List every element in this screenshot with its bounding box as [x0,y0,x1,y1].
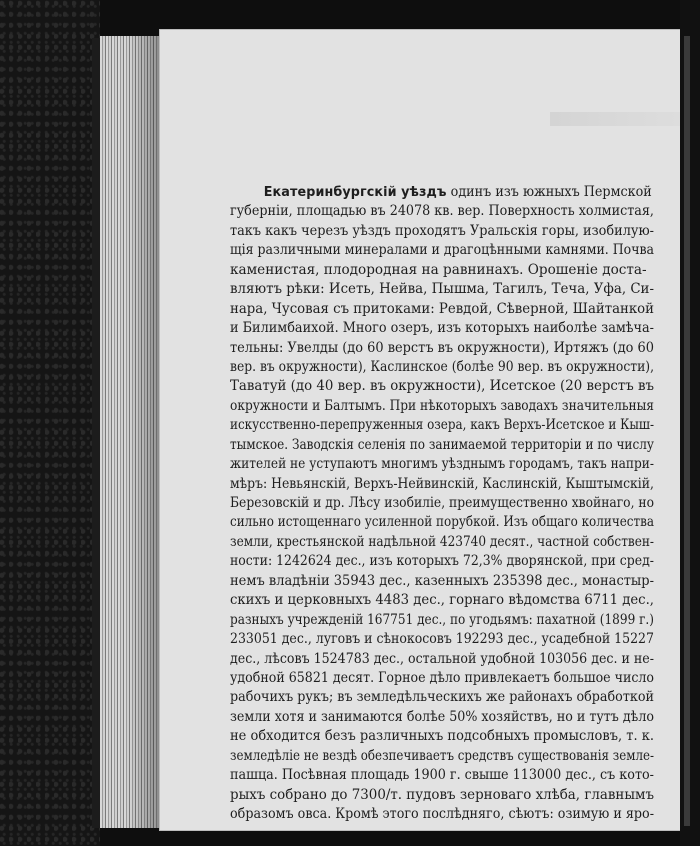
text-line: Березовскій и др. Лѣсу изобиліе, преимущественно хвойнаго, но [230,495,655,511]
body-paragraph [230,183,654,824]
right-scan-bar [684,36,690,826]
right-scan-border [680,0,700,846]
page-stack-shadow [128,36,162,828]
text-line: 233051 дес., луговъ и сѣнокосовъ 192293 дес., усадебной 15227 [230,631,654,648]
text-line: ности: 1242624 дес., изъ которыхъ 72,3% дворянской, при сред- [230,553,655,570]
first-line [230,183,652,202]
text-line: каменистая, плодородная на равнинахъ. Орошеніе доста- [230,261,647,278]
lead-term: Екатеринбургскій уѣздъ [263,184,447,200]
text-line: щія различными минералами и драгоцѣнными камнями. Почва [230,242,655,259]
text-line: рыхъ собрано до 7300/т. пудовъ зерноваго хлѣба, главнымъ [230,786,654,803]
text-line: нара, Чусовая съ притоками: Ревдой, Сѣверной, Шайтанкой [230,300,654,317]
first-line-rest: одинъ изъ южныхъ Пермской [450,184,652,200]
text-line: тымское. Заводскія селенія по занимаемой территоріи и по числу [230,436,654,453]
book-cover-edge [0,0,100,846]
text-line: образомъ овса. Кромѣ этого послѣдняго, сѣютъ: озимую и яро- [230,806,655,822]
text-line: земли хотя и занимаются болѣе 50% хозяйствъ, но и тутъ дѣло [230,708,654,725]
text-line: удобной 65821 десят. Горное дѣло привлекаетъ большое число [230,669,655,686]
text-line: Таватуй (до 40 вер. въ окружности), Исетское (20 верстъ въ [230,378,654,395]
text-line: не обходится безъ различныхъ подсобныхъ промысловъ, т. к. [230,728,654,745]
text-line: тельны: Увелды (до 60 верстъ въ окружности), Иртяжъ (до 60 [230,339,655,356]
text-line: губерніи, площадью въ 24078 кв. вер. Поверхность холмистая, [230,203,654,220]
text-line: рабочихъ рукъ; въ земледѣльческихъ же районахъ обработкой [230,689,654,706]
text-line: вер. въ окружности), Каслинское (болѣе 90 вер. въ окружности), [230,358,655,375]
text-line: разныхъ учрежденій 167751 дес., по угодьямъ: пахатной (1899 г.) [230,611,655,628]
text-line: жителей не уступаютъ многимъ уѣзднымъ городамъ, такъ напри- [230,456,655,473]
bleed-through-mark [550,112,700,126]
text-line: искусственно-перепруженныя озера, какъ Верхъ-Исетское и Кыш- [230,417,654,434]
text-line: и Билимбаихой. Много озеръ, изъ которыхъ наиболѣе замѣча- [230,320,654,337]
text-line: окружности и Балтымъ. При нѣкоторыхъ заводахъ значительныя [230,397,655,414]
text-line: скихъ и церковныхъ 4483 дес., горнаго вѣдомства 6711 дес., [230,592,654,609]
text-line: вляютъ рѣки: Исеть, Нейва, Пышма, Тагилъ, Теча, Уфа, Си- [230,281,654,298]
text-line: пашца. Посѣвная площадь 1900 г. свыше 113000 дес., съ кото- [230,767,654,784]
text-line: сильно истощеннаго усиленной порубкой. Изъ общаго количества [230,514,654,531]
text-line: немъ владѣніи 35943 дес., казенныхъ 235398 дес., монастыр- [230,572,655,589]
text-line: земледѣліе не вездѣ обезпечиваетъ средствъ существованія земле- [230,747,654,764]
text-line: мѣръ: Невьянскій, Верхъ-Нейвинскій, Каслинскій, Кыштымскій, [230,475,655,492]
text-line: такъ какъ черезъ уѣздъ проходятъ Уральскія горы, изобилую- [230,222,655,239]
text-line: дес., лѣсовъ 1524783 дес., остальной удобной 103056 дес. и не- [230,650,654,667]
text-line: земли, крестьянской надѣльной 423740 десят., частной собствен- [230,533,655,550]
